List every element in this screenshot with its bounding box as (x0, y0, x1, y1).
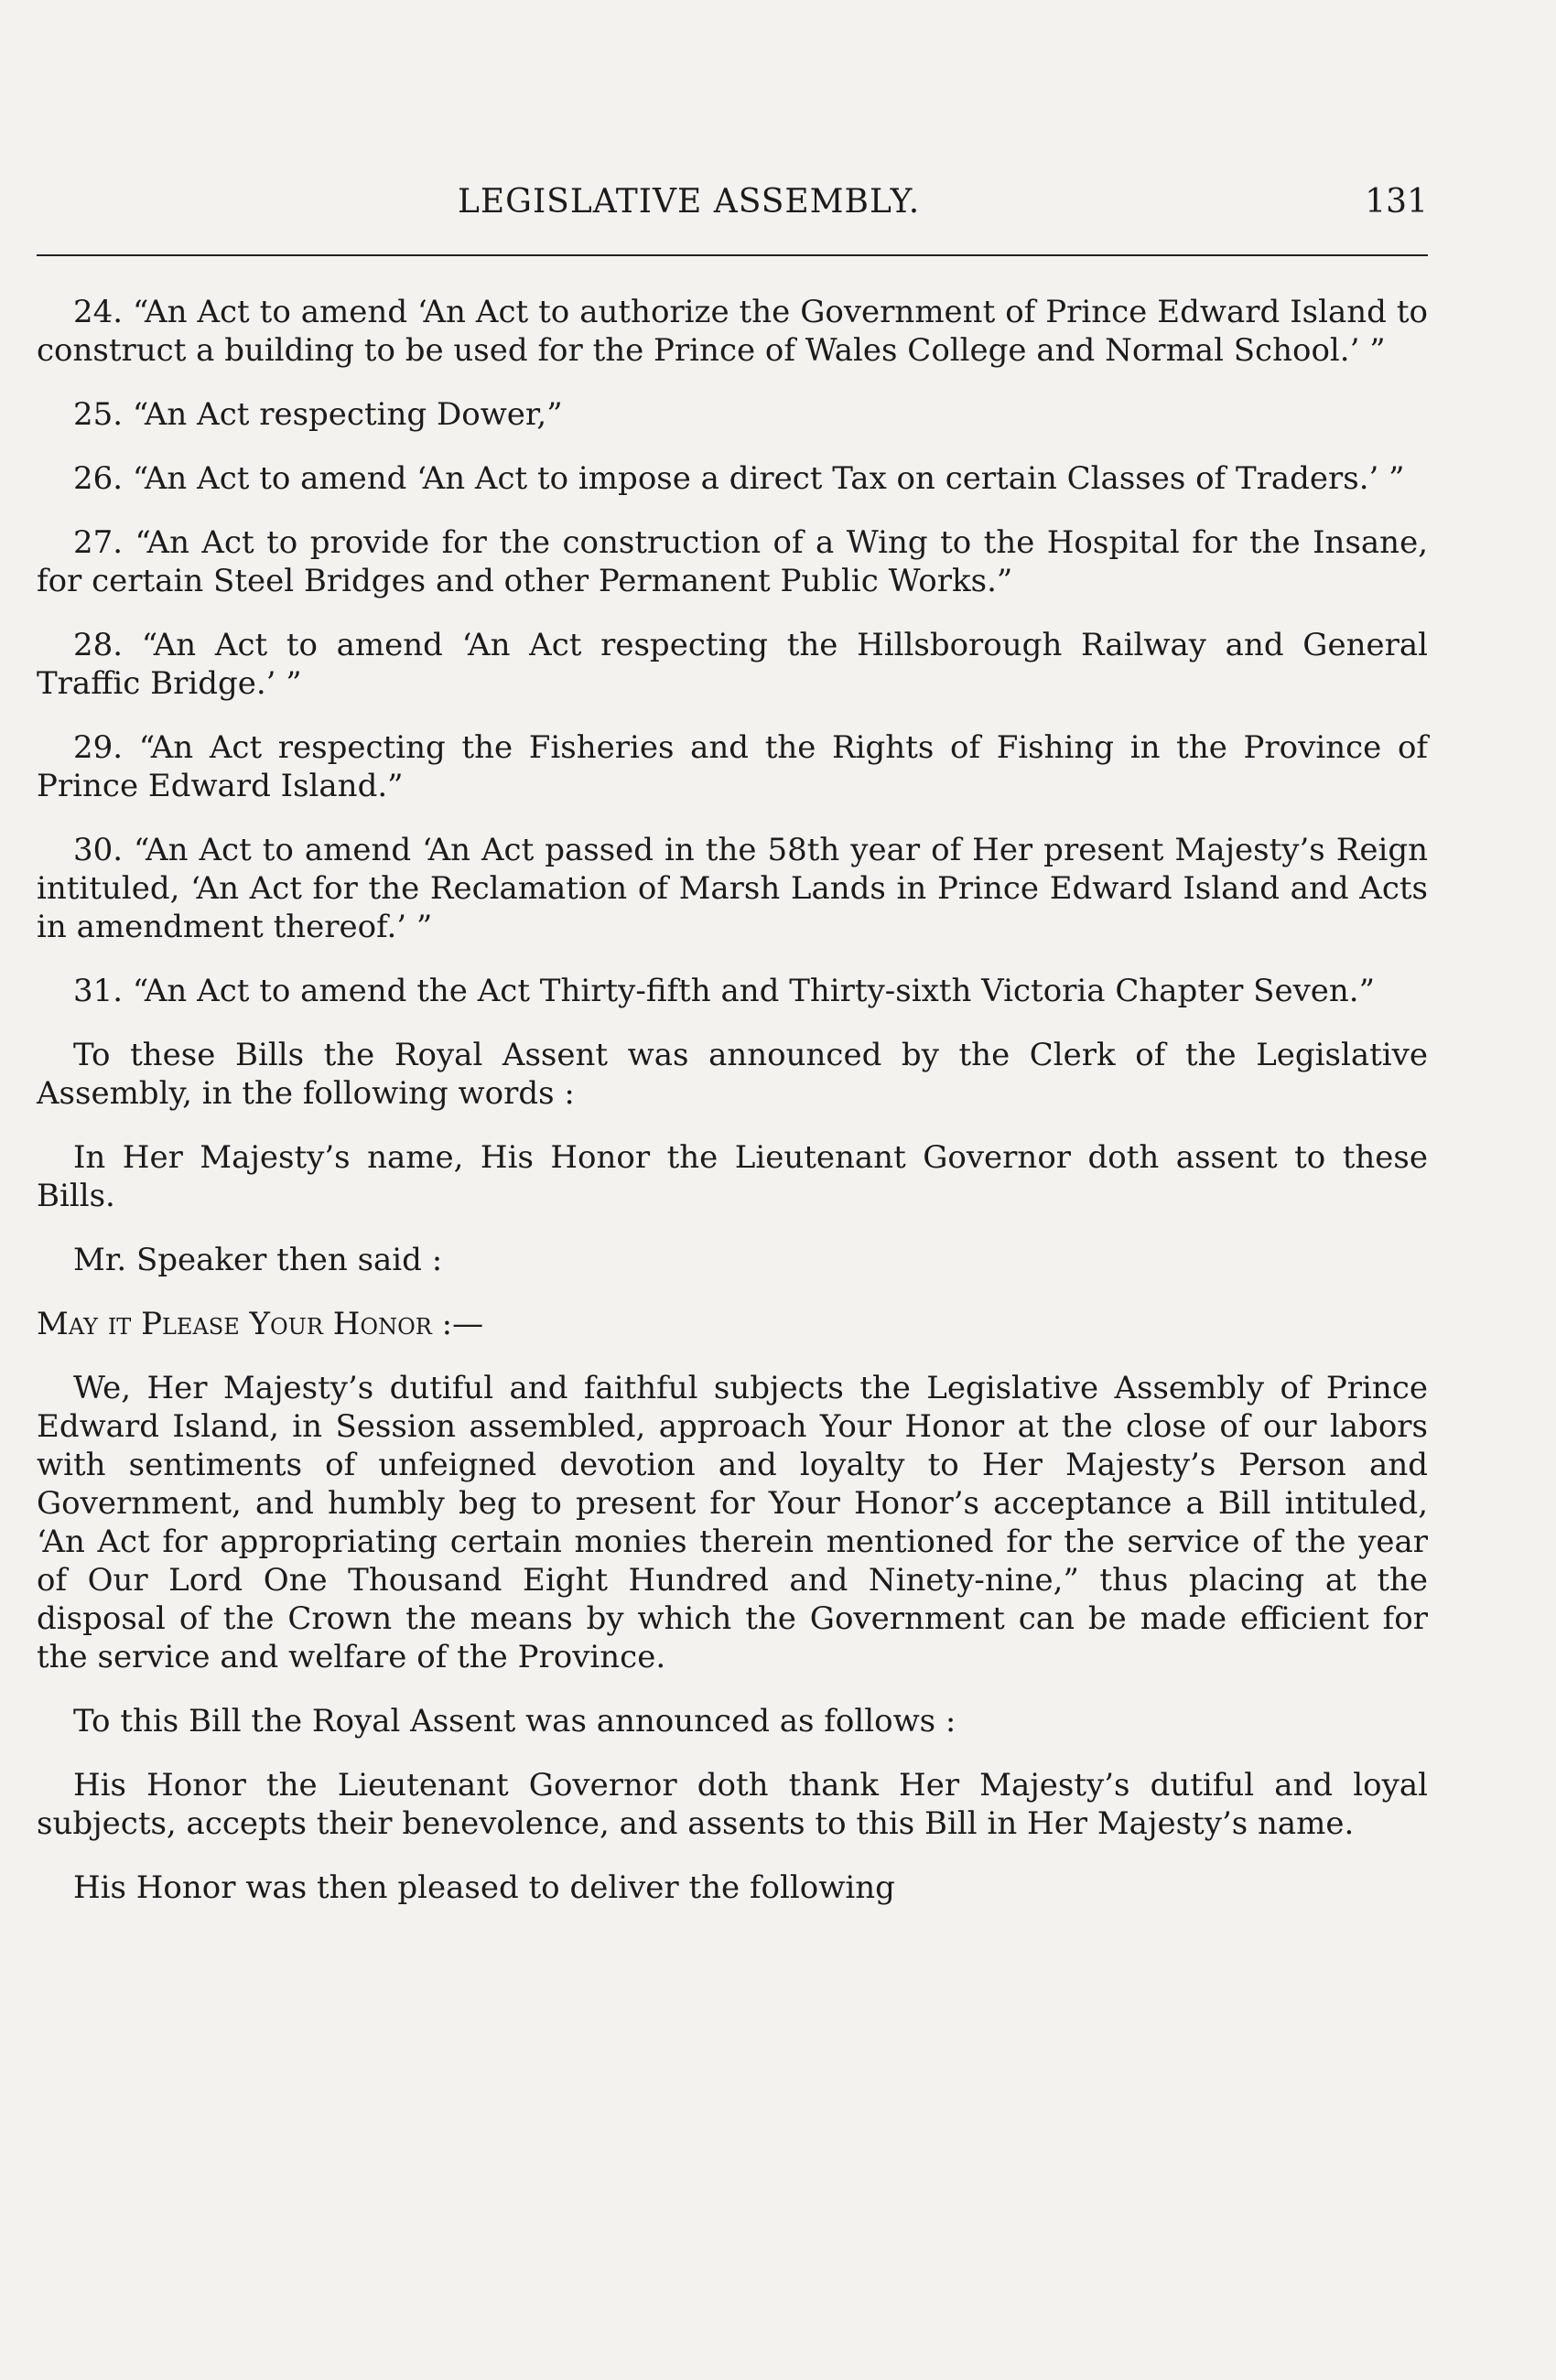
document-page (37, 0, 1428, 2380)
paragraph-25: 25. “An Act respecting Dower,” (73, 396, 563, 433)
paragraph-31: 31. “An Act to amend the Act Thirty-fifth and Thirty-sixth Victoria Chapter Seven.” (73, 973, 1375, 1009)
supply-bill-assent-announcement: To this Bill the Royal Assent was announced as follows : (73, 1703, 956, 1739)
royal-assent-announcement: To these Bills the Royal Assent was announced by the Clerk of the Legislative Assembly, in the following words : (37, 1037, 1428, 1112)
paragraph-27: 27. “An Act to provide for the construction of a Wing to the Hospital for the Insane, for certain Steel Bridges and other Permanent Public Works.” (37, 524, 1428, 599)
paragraph-30: 30. “An Act to amend ‘An Act passed in the 58th year of Her present Majesty’s Reign intituled, ‘An Act for the Reclamation of Marsh Lands in Prince Edward Island and Acts in amendment thereof.’ ” (37, 832, 1428, 945)
page-header (37, 183, 1428, 238)
document-body (37, 293, 1428, 1933)
governor-thanks: His Honor the Lieutenant Governor doth thank Her Majesty’s dutiful and loyal subjects, accepts their benevolence, and assents to this Bill in Her Majesty’s name. (37, 1767, 1428, 1842)
page-number: 131 (1365, 183, 1428, 221)
paragraph-24: 24. “An Act to amend ‘An Act to authorize the Government of Prince Edward Island to construct a building to be used for the Prince of Wales College and Normal School.’ ” (37, 294, 1428, 369)
paragraph-29: 29. “An Act respecting the Fisheries and the Rights of Fishing in the Province of Prince Edward Island.” (37, 729, 1428, 804)
running-title: LEGISLATIVE ASSEMBLY. (458, 183, 921, 221)
paragraph-26: 26. “An Act to amend ‘An Act to impose a direct Tax on certain Classes of Traders.’ ” (73, 460, 1405, 497)
header-rule (37, 254, 1428, 256)
address-body: We, Her Majesty’s dutiful and faithful subjects the Legislative Assembly of Prince Edward Island, in Session assembled, approach Your Honor at the close of our labors with sentiments of unfeigned devotion and loyalty to Her Majesty’s Person and Government, and humbly beg to present for Your Honor’s acceptance a Bill intituled, ‘An Act for appropriating certain monies therein mentioned for the service of the year of Our Lord One Thousand Eight Hundred and Ninety-nine,” thus placing at the disposal of the Crown the means by which the Government can be made efficient for the service and welfare of the Province. (37, 1370, 1428, 1675)
speaker-said: Mr. Speaker then said : (73, 1242, 443, 1278)
paragraph-28: 28. “An Act to amend ‘An Act respecting the Hillsborough Railway and General Traffic Bridge.’ ” (37, 627, 1428, 702)
address-salutation: May it Please Your Honor :— (37, 1306, 484, 1342)
assent-words: In Her Majesty’s name, His Honor the Lieutenant Governor doth assent to these Bills. (37, 1139, 1428, 1214)
closing-line: His Honor was then pleased to deliver the following (73, 1869, 895, 1906)
